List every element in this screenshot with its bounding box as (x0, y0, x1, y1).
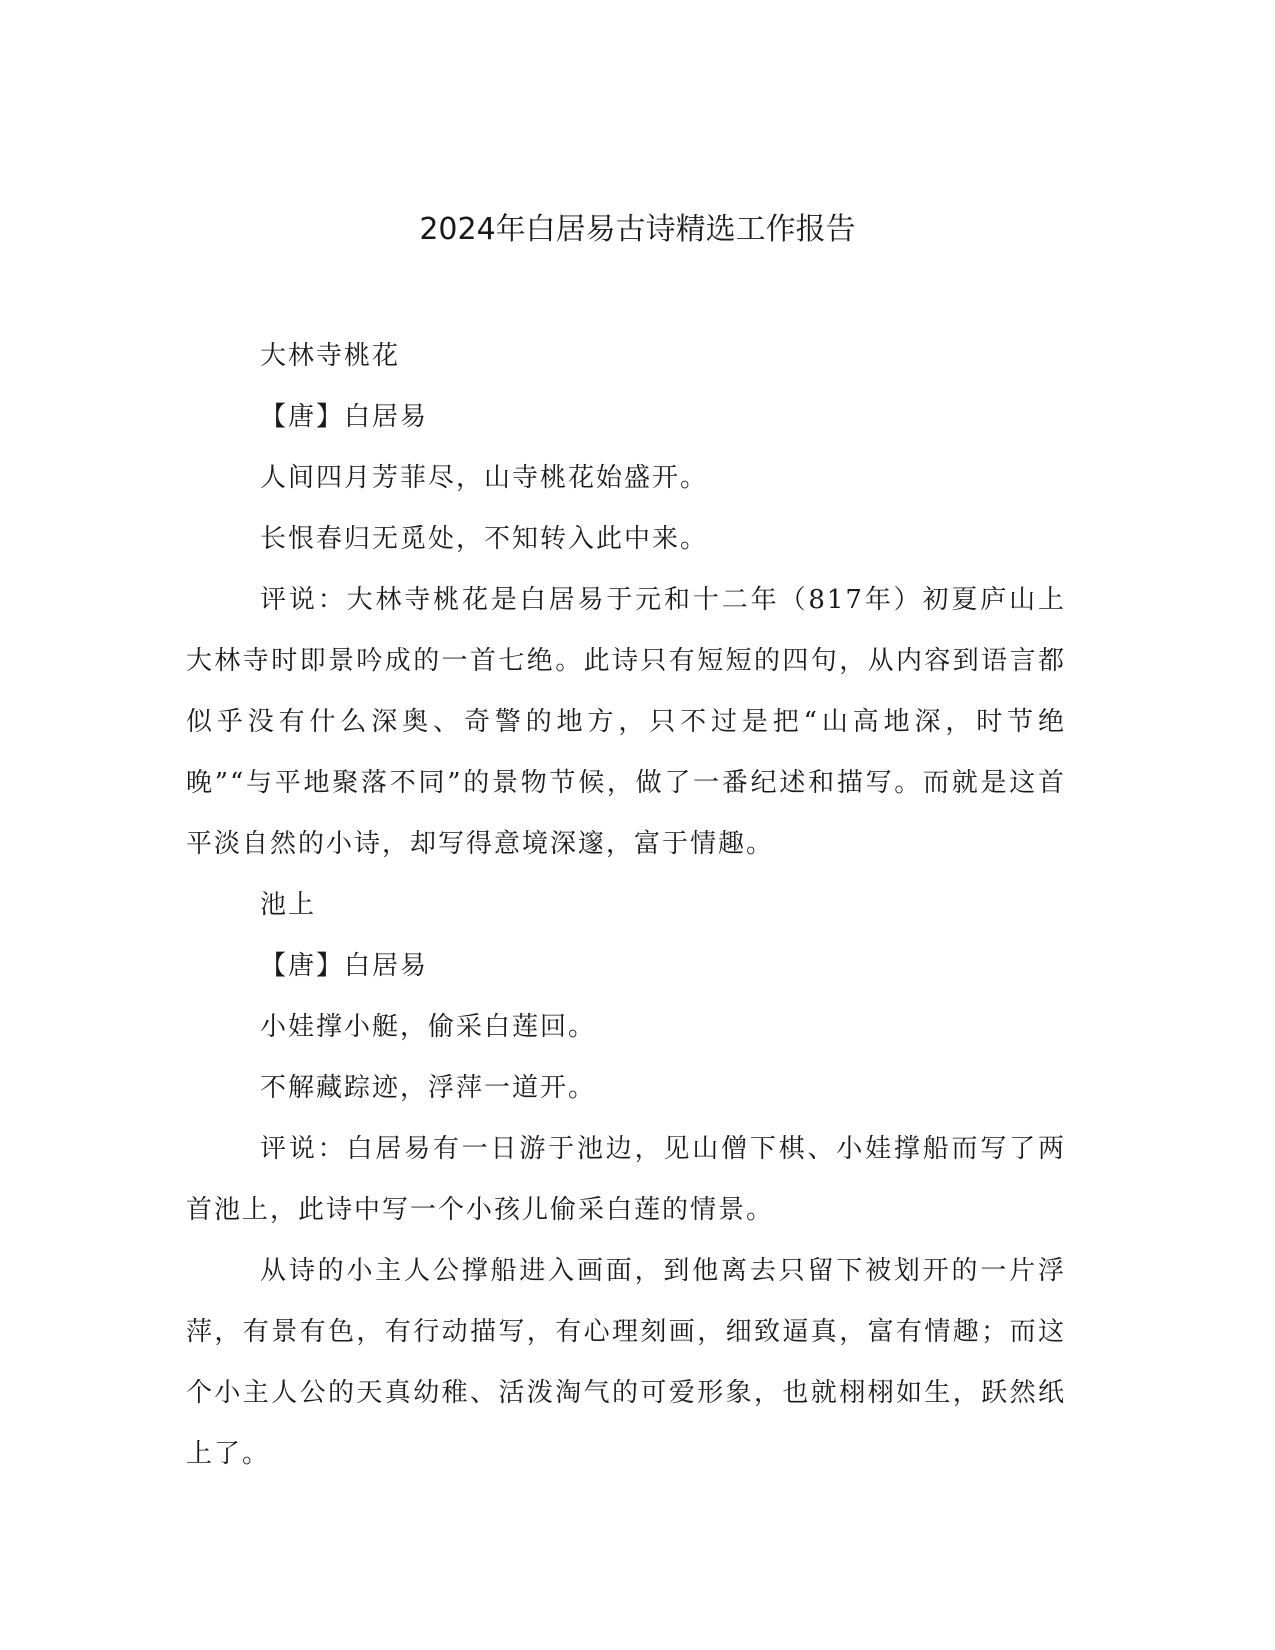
poem-author-line: 【唐】白居易 (260, 402, 429, 432)
document-body (186, 326, 1066, 1485)
poem-verse-line: 长恨春归无觅处，不知转入此中来。 (260, 524, 709, 554)
poem-title-chishang: 池上 (260, 890, 317, 920)
document-title: 2024年白居易古诗精选工作报告 (419, 212, 856, 247)
poem-verse-line: 不解藏踪迹，浮萍一道开。 (260, 1073, 597, 1103)
commentary-paragraph: 评说：白居易有一日游于池边，见山僧下棋、小娃撑船而写了两首池上，此诗中写一个小孩儿偷采白莲的情景。 (186, 1134, 1066, 1225)
poem-title-dalin-temple: 大林寺桃花 (260, 341, 401, 371)
poem-verse-line: 人间四月芳菲尽，山寺桃花始盛开。 (260, 463, 709, 493)
commentary-paragraph: 从诗的小主人公撑船进入画面，到他离去只留下被划开的一片浮萍，有景有色，有行动描写，有心理刻画，细致逼真，富有情趣；而这个小主人公的天真幼稚、活泼淘气的可爱形象，也就栩栩如生，跃然纸上了。 (186, 1256, 1066, 1469)
poem-author-line: 【唐】白居易 (260, 951, 429, 981)
poem-verse-line: 小娃撑小艇，偷采白莲回。 (260, 1012, 597, 1042)
commentary-paragraph: 评说：大林寺桃花是白居易于元和十二年（817年）初夏庐山上大林寺时即景吟成的一首七绝。此诗只有短短的四句，从内容到语言都似乎没有什么深奥、奇警的地方，只不过是把“山高地深，时节绝晚”“与平地聚落不同”的景物节候，做了一番纪述和描写。而就是这首平淡自然的小诗，却写得意境深邃，富于情趣。 (186, 585, 1066, 859)
